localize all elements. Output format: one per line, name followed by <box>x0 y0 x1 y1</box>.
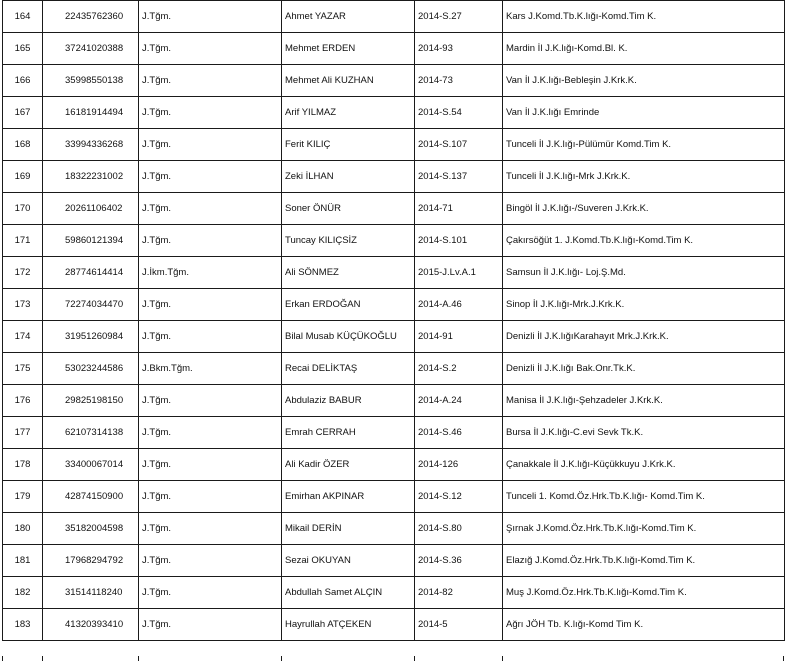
class-code-cell: 2014-S.101 <box>415 225 503 257</box>
full-name-cell: Ferit KILIÇ <box>282 129 415 161</box>
row-number: 176 <box>3 385 43 417</box>
next-row-edge <box>2 656 784 661</box>
table-row <box>3 1 785 33</box>
row-number: 181 <box>3 545 43 577</box>
class-code-cell: 2014-93 <box>415 33 503 65</box>
full-name-cell: Emirhan AKPINAR <box>282 481 415 513</box>
full-name-cell: Recai DELİKTAŞ <box>282 353 415 385</box>
assigned-unit-cell: Manisa İl J.K.lığı-Şehzadeler J.Krk.K. <box>503 385 785 417</box>
rank-cell: J.Tğm. <box>139 129 282 161</box>
row-number: 167 <box>3 97 43 129</box>
row-number: 182 <box>3 577 43 609</box>
national-id-cell: 62107314138 <box>43 417 139 449</box>
row-number: 178 <box>3 449 43 481</box>
personnel-list-sheet <box>2 0 784 641</box>
national-id-cell: 59860121394 <box>43 225 139 257</box>
class-code-cell: 2014-S.137 <box>415 161 503 193</box>
personnel-table <box>2 0 785 641</box>
assigned-unit-cell: Tunceli 1. Komd.Öz.Hrk.Tb.K.lığı- Komd.Tim K. <box>503 481 785 513</box>
rank-cell: J.Tğm. <box>139 225 282 257</box>
national-id-cell: 28774614414 <box>43 257 139 289</box>
class-code-cell: 2014-S.2 <box>415 353 503 385</box>
class-code-cell: 2014-S.80 <box>415 513 503 545</box>
rank-cell: J.Tğm. <box>139 417 282 449</box>
full-name-cell: Erkan ERDOĞAN <box>282 289 415 321</box>
class-code-cell: 2014-82 <box>415 577 503 609</box>
table-row <box>3 385 785 417</box>
national-id-cell: 17968294792 <box>43 545 139 577</box>
full-name-cell: Emrah CERRAH <box>282 417 415 449</box>
row-number: 171 <box>3 225 43 257</box>
class-code-cell: 2014-S.107 <box>415 129 503 161</box>
national-id-cell: 22435762360 <box>43 1 139 33</box>
assigned-unit-cell: Van İl J.K.lığı Emrinde <box>503 97 785 129</box>
table-row <box>3 65 785 97</box>
row-number: 164 <box>3 1 43 33</box>
table-row <box>3 193 785 225</box>
national-id-cell: 41320393410 <box>43 609 139 641</box>
personnel-table-body <box>3 1 785 641</box>
national-id-cell: 37241020388 <box>43 33 139 65</box>
national-id-cell: 35182004598 <box>43 513 139 545</box>
full-name-cell: Hayrullah ATÇEKEN <box>282 609 415 641</box>
rank-cell: J.Bkm.Tğm. <box>139 353 282 385</box>
table-row <box>3 609 785 641</box>
class-code-cell: 2014-A.46 <box>415 289 503 321</box>
assigned-unit-cell: Tunceli İl J.K.lığı-Pülümür Komd.Tim K. <box>503 129 785 161</box>
rank-cell: J.Tğm. <box>139 481 282 513</box>
class-code-cell: 2015-J.Lv.A.1 <box>415 257 503 289</box>
table-row <box>3 225 785 257</box>
table-row <box>3 577 785 609</box>
rank-cell: J.Tğm. <box>139 193 282 225</box>
rank-cell: J.Tğm. <box>139 33 282 65</box>
table-row <box>3 481 785 513</box>
row-number: 174 <box>3 321 43 353</box>
national-id-cell: 72274034470 <box>43 289 139 321</box>
national-id-cell: 53023244586 <box>43 353 139 385</box>
assigned-unit-cell: Samsun İl J.K.lığı- Loj.Ş.Md. <box>503 257 785 289</box>
row-number: 165 <box>3 33 43 65</box>
full-name-cell: Abdullah Samet ALÇIN <box>282 577 415 609</box>
assigned-unit-cell: Denizli İl J.K.lığıKarahayıt Mrk.J.Krk.K. <box>503 321 785 353</box>
row-number: 166 <box>3 65 43 97</box>
assigned-unit-cell: Ağrı JÖH Tb. K.lığı-Komd Tim K. <box>503 609 785 641</box>
full-name-cell: Mehmet Ali KUZHAN <box>282 65 415 97</box>
rank-cell: J.Tğm. <box>139 289 282 321</box>
full-name-cell: Abdulaziz BABUR <box>282 385 415 417</box>
row-number: 180 <box>3 513 43 545</box>
national-id-cell: 33400067014 <box>43 449 139 481</box>
full-name-cell: Ali Kadir ÖZER <box>282 449 415 481</box>
row-number: 183 <box>3 609 43 641</box>
table-row <box>3 449 785 481</box>
row-number: 173 <box>3 289 43 321</box>
rank-cell: J.Tğm. <box>139 449 282 481</box>
rank-cell: J.Tğm. <box>139 97 282 129</box>
national-id-cell: 18322231002 <box>43 161 139 193</box>
row-number: 172 <box>3 257 43 289</box>
rank-cell: J.Tğm. <box>139 513 282 545</box>
full-name-cell: Mikail DERİN <box>282 513 415 545</box>
rank-cell: J.Tğm. <box>139 385 282 417</box>
table-row <box>3 129 785 161</box>
full-name-cell: Soner ÖNÜR <box>282 193 415 225</box>
class-code-cell: 2014-S.54 <box>415 97 503 129</box>
class-code-cell: 2014-126 <box>415 449 503 481</box>
national-id-cell: 29825198150 <box>43 385 139 417</box>
table-row <box>3 417 785 449</box>
full-name-cell: Tuncay KILIÇSİZ <box>282 225 415 257</box>
national-id-cell: 35998550138 <box>43 65 139 97</box>
full-name-cell: Ahmet YAZAR <box>282 1 415 33</box>
class-code-cell: 2014-73 <box>415 65 503 97</box>
full-name-cell: Mehmet ERDEN <box>282 33 415 65</box>
national-id-cell: 20261106402 <box>43 193 139 225</box>
class-code-cell: 2014-71 <box>415 193 503 225</box>
table-row <box>3 353 785 385</box>
table-row <box>3 97 785 129</box>
full-name-cell: Ali SÖNMEZ <box>282 257 415 289</box>
class-code-cell: 2014-S.27 <box>415 1 503 33</box>
rank-cell: J.Tğm. <box>139 321 282 353</box>
class-code-cell: 2014-91 <box>415 321 503 353</box>
assigned-unit-cell: Bingöl İl J.K.lığı-/Suveren J.Krk.K. <box>503 193 785 225</box>
table-row <box>3 33 785 65</box>
rank-cell: J.Tğm. <box>139 609 282 641</box>
class-code-cell: 2014-5 <box>415 609 503 641</box>
full-name-cell: Sezai OKUYAN <box>282 545 415 577</box>
full-name-cell: Zeki İLHAN <box>282 161 415 193</box>
rank-cell: J.Tğm. <box>139 545 282 577</box>
assigned-unit-cell: Kars J.Komd.Tb.K.lığı-Komd.Tim K. <box>503 1 785 33</box>
row-number: 169 <box>3 161 43 193</box>
rank-cell: J.Tğm. <box>139 65 282 97</box>
assigned-unit-cell: Bursa İl J.K.lığı-C.evi Sevk Tk.K. <box>503 417 785 449</box>
assigned-unit-cell: Muş J.Komd.Öz.Hrk.Tb.K.lığı-Komd.Tim K. <box>503 577 785 609</box>
assigned-unit-cell: Elazığ J.Komd.Öz.Hrk.Tb.K.lığı-Komd.Tim K. <box>503 545 785 577</box>
assigned-unit-cell: Tunceli İl J.K.lığı-Mrk J.Krk.K. <box>503 161 785 193</box>
row-number: 179 <box>3 481 43 513</box>
row-number: 175 <box>3 353 43 385</box>
table-row <box>3 545 785 577</box>
table-row <box>3 161 785 193</box>
national-id-cell: 33994336268 <box>43 129 139 161</box>
full-name-cell: Arif YILMAZ <box>282 97 415 129</box>
table-row <box>3 289 785 321</box>
class-code-cell: 2014-S.46 <box>415 417 503 449</box>
row-number: 170 <box>3 193 43 225</box>
assigned-unit-cell: Mardin İl J.K.lığı-Komd.Bl. K. <box>503 33 785 65</box>
assigned-unit-cell: Van İl J.K.lığı-Bebleşin J.Krk.K. <box>503 65 785 97</box>
row-number: 177 <box>3 417 43 449</box>
assigned-unit-cell: Çakırsöğüt 1. J.Komd.Tb.K.lığı-Komd.Tim K. <box>503 225 785 257</box>
full-name-cell: Bilal Musab KÜÇÜKOĞLU <box>282 321 415 353</box>
national-id-cell: 31514118240 <box>43 577 139 609</box>
national-id-cell: 42874150900 <box>43 481 139 513</box>
rank-cell: J.İkm.Tğm. <box>139 257 282 289</box>
assigned-unit-cell: Denizli İl J.K.lığı Bak.Onr.Tk.K. <box>503 353 785 385</box>
class-code-cell: 2014-A.24 <box>415 385 503 417</box>
class-code-cell: 2014-S.12 <box>415 481 503 513</box>
assigned-unit-cell: Şırnak J.Komd.Öz.Hrk.Tb.K.lığı-Komd.Tim K. <box>503 513 785 545</box>
rank-cell: J.Tğm. <box>139 1 282 33</box>
table-row <box>3 321 785 353</box>
table-row <box>3 513 785 545</box>
class-code-cell: 2014-S.36 <box>415 545 503 577</box>
table-row <box>3 257 785 289</box>
national-id-cell: 31951260984 <box>43 321 139 353</box>
assigned-unit-cell: Sinop İl J.K.lığı-Mrk.J.Krk.K. <box>503 289 785 321</box>
rank-cell: J.Tğm. <box>139 161 282 193</box>
row-number: 168 <box>3 129 43 161</box>
rank-cell: J.Tğm. <box>139 577 282 609</box>
national-id-cell: 16181914494 <box>43 97 139 129</box>
assigned-unit-cell: Çanakkale İl J.K.lığı-Küçükkuyu J.Krk.K. <box>503 449 785 481</box>
